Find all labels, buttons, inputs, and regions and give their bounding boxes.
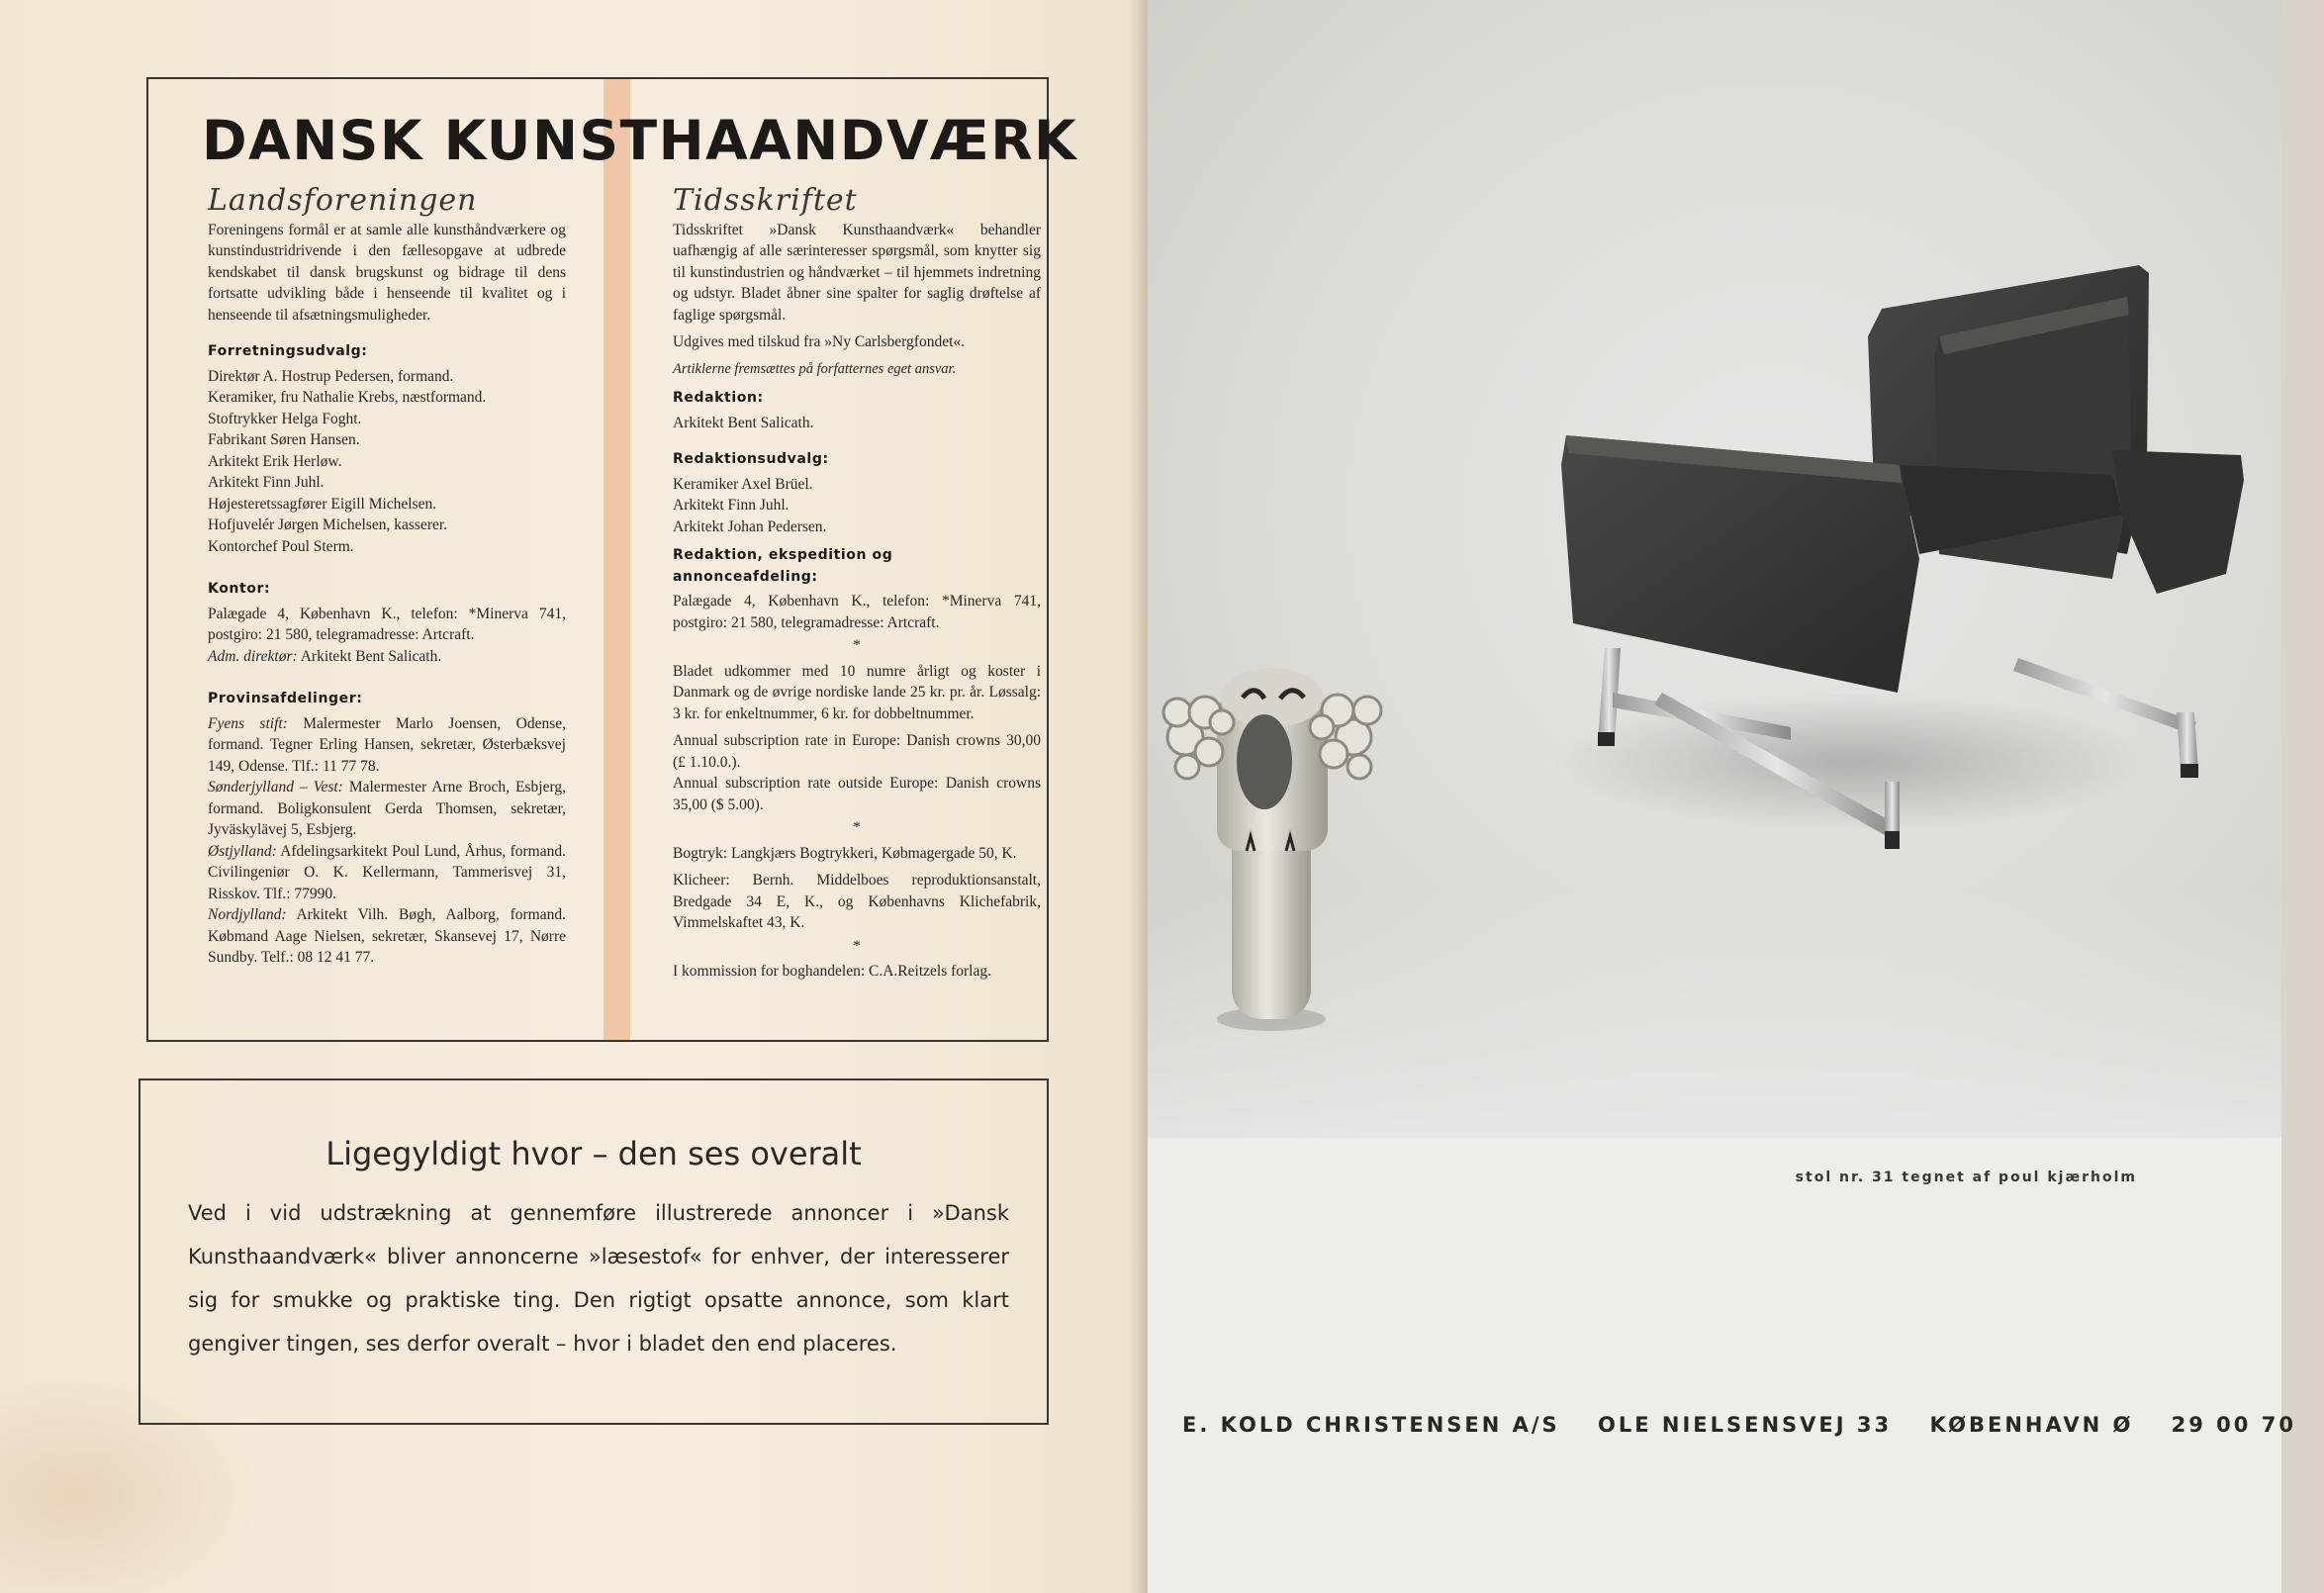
left-page — [0, 0, 1148, 1593]
tidsskriftet-intro: Tidsskriftet »Dansk Kunsthaandværk« behandler uafhængig af alle særinteresser spørgsmål, som knytter sig til kunstindustrien og håndværket – til hjemmets indretning og udstyr. Bladet åbner sine spalter for saglig drøftelse af faglige spørgsmål. — [673, 221, 1041, 324]
province-entry — [208, 904, 566, 969]
right-page — [1148, 0, 2296, 1593]
tidsskriftet-column — [673, 183, 1041, 983]
street-address: OLE NIELSENSVEJ 33 — [1598, 1413, 1893, 1437]
masthead: DANSK KUNSTHAANDVÆRK — [202, 109, 1078, 172]
editorial-line: Keramiker Axel Brüel. — [673, 475, 813, 493]
product-photo — [1148, 0, 2281, 1138]
separator-star: * — [853, 637, 861, 653]
ekspedition-text: Palægade 4, København K., telefon: *Minerva 741, postgiro: 21 580, telegramadresse: Artcraft. — [673, 593, 1041, 631]
editorial-line: Arkitekt Johan Pedersen. — [673, 517, 827, 535]
kontor-heading: Kontor: — [208, 581, 271, 597]
bogtryk-text: Bogtryk: Langkjærs Bogtrykkeri, Købmagergade 50, K. — [673, 844, 1017, 862]
committee-line: Højesteretssagfører Eigill Michelsen. — [208, 495, 437, 513]
annual-outside-text: Annual subscription rate outside Europe: Danish crowns 35,00 ($ 5.00). — [673, 775, 1041, 813]
phone-number: 29 00 70 — [2171, 1413, 2296, 1437]
notice-body: Ved i vid udstrækning at gennemføre illustrerede annoncer i »Dansk Kunsthaandværk« bliver annoncerne »læsestof« for enhver, der interesserer sig for smukke og praktiske ting. Den rigtigt opsatte annonce, som klart gengiver tingen, ses derfor overalt – hvor i bladet den end placeres. — [188, 1201, 1009, 1356]
annual-europe-text: Annual subscription rate in Europe: Danish crowns 30,00 (£ 1.10.0.). — [673, 732, 1041, 771]
committee-line: Arkitekt Finn Juhl. — [208, 474, 325, 491]
ekspedition-heading: Redaktion, ekspedition og annonceafdeling: — [673, 547, 893, 585]
committee-line: Stoftrykker Helga Foght. — [208, 410, 362, 427]
subscription-text: Bladet udkommer med 10 numre årligt og koster i Danmark og de øvrige nordiske lande 25 kr. pr. år. Løssalg: 3 kr. for enkeltnummer, 6 kr. for dobbeltnummer. — [673, 662, 1041, 722]
committee-line: Arkitekt Erik Herløw. — [208, 452, 342, 470]
landsforeningen-column — [208, 183, 567, 969]
province-entry — [208, 777, 566, 841]
notice-box — [139, 1078, 1049, 1425]
separator-star: * — [853, 937, 861, 954]
landsforeningen-intro: Foreningens formål er at samle alle kunsthåndværkere og kunstindustridrivende i den fællesopgave at udbrede kendskabet til dansk brugskunst og bidrage til dens fortsatte udvikling både i henseende til kvalitet og i henseende til afsætningsmuligheder. — [208, 221, 566, 324]
director-line — [208, 646, 566, 668]
committee-line: Fabrikant Søren Hansen. — [208, 431, 360, 448]
support-line: Udgives med tilskud fra »Ny Carlsbergfondet«. — [673, 333, 966, 350]
provinsafdelinger-heading: Provinsafdelinger: — [208, 691, 363, 706]
province-region: Østjylland: — [208, 842, 277, 860]
province-entry — [208, 713, 566, 778]
klicheer-text: Klicheer: Bernh. Middelboes reproduktionsanstalt, Bredgade 34 E, K., og Københavns Klichefabrik, Vimmelskaftet 43, K. — [673, 872, 1041, 931]
province-text: Malermester Marlo Joensen, Odense, formand. Tegner Erling Hansen, sekretær, Østerbæksvej 149, Odense. Tlf.: 11 77 78. — [208, 714, 567, 775]
province-text: Malermester Arne Broch, Esbjerg, formand. Boligkonsulent Gerda Thomsen, sekretær, Jyväskylävej 5, Esbjerg. — [208, 779, 566, 838]
forretningsudvalg-heading: Forretningsudvalg: — [208, 343, 368, 359]
redaktion-text: Arkitekt Bent Salicath. — [673, 414, 814, 431]
kommission-text: I kommission for boghandelen: C.A.Reitzels forlag. — [673, 963, 991, 980]
committee-line: Hofjuvelér Jørgen Michelsen, kasserer. — [208, 516, 448, 533]
province-text: Afdelingsarkitekt Poul Lund, Århus, formand. Civilingeniør O. K. Kellermann, Tammerisvej 31, Risskov. Tlf.: 77990. — [208, 842, 566, 902]
info-box — [146, 77, 1078, 1042]
separator-star: * — [853, 819, 861, 835]
province-entry — [208, 841, 566, 905]
committee-line: Kontorchef Poul Sterm. — [208, 537, 354, 555]
redaktion-heading: Redaktion: — [673, 390, 764, 406]
wooden-figure-icon — [1163, 668, 1381, 1031]
province-region: Nordjylland: — [208, 906, 287, 923]
director-label: Adm. direktør: — [208, 647, 298, 665]
committee-line: Keramiker, fru Nathalie Krebs, næstformand. — [208, 389, 487, 406]
orange-stripe — [604, 79, 630, 1040]
tidsskriftet-heading: Tidsskriftet — [673, 183, 858, 218]
director-name: Arkitekt Bent Salicath. — [300, 647, 442, 665]
photo-illustration — [1148, 0, 2281, 1138]
advertiser-address — [1182, 1413, 2296, 1437]
province-region: Fyens stift: — [208, 714, 288, 732]
photo-caption: stol nr. 31 tegnet af poul kjærholm — [1795, 1170, 2137, 1185]
editorial-line: Arkitekt Finn Juhl. — [673, 497, 790, 514]
committee-line: Direktør A. Hostrup Pedersen, formand. — [208, 367, 454, 385]
company-name: E. KOLD CHRISTENSEN A/S — [1182, 1413, 1560, 1437]
notice-title: Ligegyldigt hvor – den ses overalt — [325, 1135, 862, 1172]
province-region: Sønderjylland – Vest: — [208, 779, 343, 796]
redaktionsudvalg-heading: Redaktionsudvalg: — [673, 451, 829, 467]
province-text: Arkitekt Vilh. Bøgh, Aalborg, formand. Købmand Aage Nielsen, sekretær, Skansevej 17, Nørre Sundby. Telf.: 08 12 41 77. — [208, 906, 566, 966]
city-name: KØBENHAVN Ø — [1929, 1413, 2134, 1437]
landsforeningen-heading: Landsforeningen — [208, 183, 478, 218]
kontor-address: Palægade 4, København K., telefon: *Minerva 741, postgiro: 21 580, telegramadresse: Artcraft. — [208, 605, 566, 643]
disclaimer-line: Artiklerne fremsættes på forfatternes eget ansvar. — [673, 360, 957, 377]
